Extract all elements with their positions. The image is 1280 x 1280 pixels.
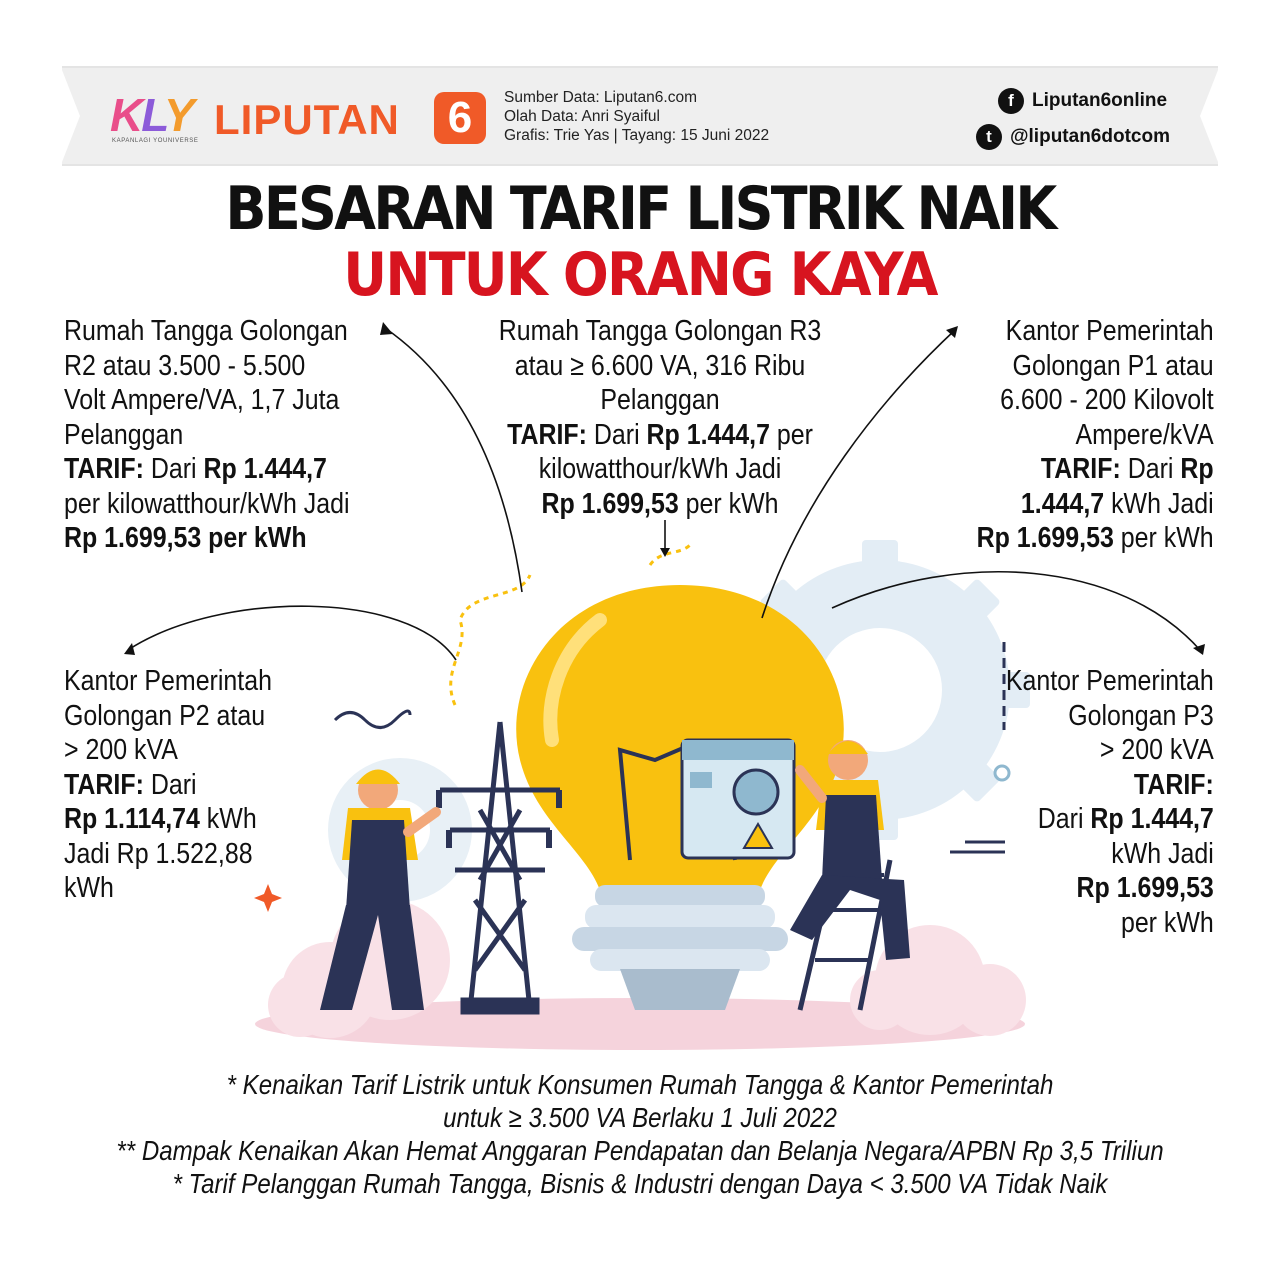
tariff-line: TARIF: Dari (64, 768, 197, 801)
tariff-line (64, 521, 350, 556)
desc-line: Golongan P1 atau (1012, 349, 1214, 382)
tariff-from-value: Rp 1.444,7 (646, 418, 770, 451)
footnote-line: ** Dampak Kenaikan Akan Hemat Anggaran Pendapatan dan Belanja Negara/APBN Rp 3,5 Triliun (116, 1135, 1164, 1166)
tariff-line: per kilowatthour/kWh Jadi (64, 487, 350, 520)
desc-line: Ampere/kVA (1075, 418, 1214, 451)
tariff-line: TARIF: Dari Rp 1.444,7 per (507, 418, 813, 451)
tariff-block-r3 (420, 314, 900, 521)
desc-line: Rumah Tangga Golongan (64, 315, 348, 347)
tarif-label: TARIF: (64, 768, 144, 801)
tariff-block-p3 (1006, 664, 1214, 940)
footnotes (0, 1068, 1280, 1200)
facebook-handle: Liputan6online (1032, 90, 1168, 111)
desc-line: atau ≥ 6.600 VA, 316 Ribu (514, 349, 806, 382)
tariff-line: TARIF: Dari Rp (1041, 453, 1214, 485)
tariff-line: Rp 1.699,53 per kWh (541, 487, 779, 520)
tariff-block-r2 (64, 314, 350, 556)
desc-line: > 200 kVA (1100, 734, 1214, 766)
footnote-line: untuk ≥ 3.500 VA Berlaku 1 Juli 2022 (443, 1102, 837, 1133)
tariff-to-value: Rp 1.699,53 (541, 487, 679, 520)
desc-line: Pelanggan (600, 384, 720, 416)
tariff-block-p1 (977, 314, 1214, 556)
desc-line: Kantor Pemerintah (64, 665, 272, 697)
credit-data: Olah Data: Anri Syaiful (504, 108, 660, 125)
tariff-line: per kWh (1121, 906, 1214, 939)
liputan-wordmark: LIPUTAN (214, 96, 400, 143)
tariff-line: Rp 1.114,74 kWh (64, 803, 257, 835)
kly-letters: KLY (110, 89, 193, 141)
desc-line: 6.600 - 200 Kilovolt (1000, 384, 1214, 416)
desc-line: Golongan P3 (1068, 699, 1214, 732)
footnote-line: * Tarif Pelanggan Rumah Tangga, Bisnis & Industri dengan Daya < 3.500 VA Tidak Naik (172, 1168, 1108, 1199)
credit-graphic: Grafis: Trie Yas | Tayang: 15 Juni 2022 (504, 127, 770, 144)
desc-line: R2 atau 3.500 - 5.500 (64, 349, 306, 382)
twitter-handle: @liputan6dotcom (1010, 126, 1170, 147)
tariff-line: Rp 1.699,53 per kWh (976, 522, 1214, 554)
credit-source: Sumber Data: Liputan6.com (504, 89, 697, 106)
kly-tagline: KAPANLAGI YOUNIVERSE (112, 138, 199, 144)
dashed-wire (451, 575, 530, 705)
tariff-line: Jadi Rp 1.522,88 (64, 837, 253, 870)
tariff-from-value: 1.444,7 (1021, 487, 1105, 520)
tariff-line (1006, 768, 1214, 803)
tariff-from-value: Rp 1.114,74 (64, 803, 200, 835)
tariff-block-p2 (64, 664, 272, 906)
desc-line: Kantor Pemerintah (1006, 315, 1214, 347)
tariff-line: kilowatthour/kWh Jadi (538, 453, 782, 485)
desc-line: Kantor Pemerintah (1006, 665, 1214, 697)
tarif-label: TARIF: (507, 418, 587, 451)
electric-panel (682, 740, 794, 858)
facebook-icon: f (998, 88, 1024, 114)
desc-line: Golongan P2 atau (64, 699, 266, 732)
page-subtitle: UNTUK ORANG KAYA (343, 240, 937, 310)
tariff-line: TARIF: Dari Rp 1.444,7 (64, 453, 327, 485)
desc-line: Volt Ampere/VA, 1,7 Juta (64, 384, 340, 416)
tariff-from-value: Rp 1.444,7 (203, 453, 327, 485)
liputan-six-badge: 6 (434, 92, 486, 144)
tariff-line: 1.444,7 kWh Jadi (1021, 487, 1214, 520)
desc-line: Rumah Tangga Golongan R3 (498, 315, 822, 347)
tariff-line: kWh Jadi (1111, 837, 1214, 870)
tarif-label: TARIF: (1134, 768, 1214, 801)
tarif-label: TARIF: (64, 453, 144, 485)
twitter-icon: t (976, 124, 1002, 150)
page-title: BESARAN TARIF LISTRIK NAIK (225, 174, 1055, 244)
footnote-line: * Kenaikan Tarif Listrik untuk Konsumen Rumah Tangga & Kantor Pemerintah (226, 1069, 1054, 1100)
tariff-line: Dari Rp 1.444,7 (1037, 803, 1214, 835)
tariff-line: kWh (64, 872, 114, 904)
tariff-to-value: Rp 1.699,53 per kWh (64, 522, 307, 554)
tariff-line (1006, 871, 1214, 906)
tariff-to-value: Rp 1.699,53 (1076, 872, 1214, 904)
wave-decoration (335, 711, 410, 728)
tarif-label: TARIF: (1041, 453, 1122, 485)
tariff-from-value: Rp 1.444,7 (1090, 803, 1214, 835)
tariff-to-value: Rp 1.699,53 (976, 522, 1115, 554)
desc-line: > 200 kVA (64, 734, 178, 766)
desc-line: Pelanggan (64, 418, 184, 451)
